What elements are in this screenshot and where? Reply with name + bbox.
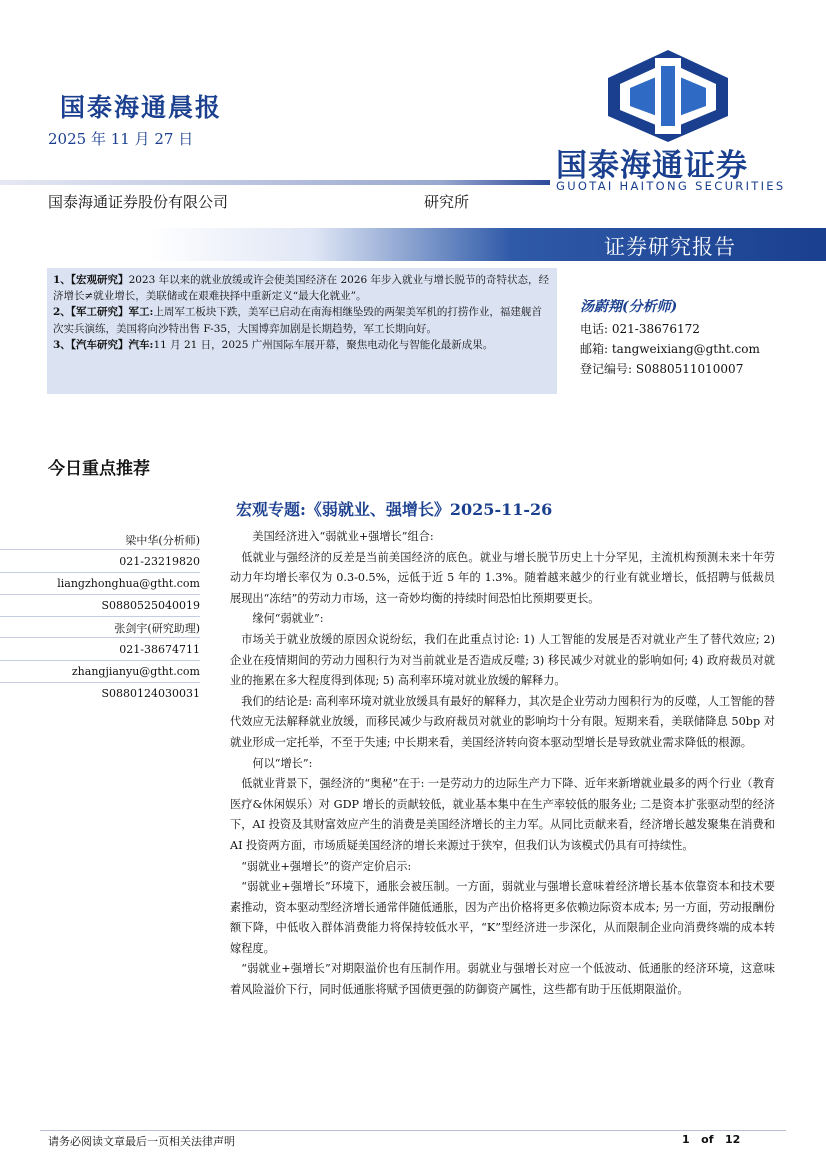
summary-tag: 2、【军工研究】军工:	[53, 306, 154, 319]
page-number: 1 of 12	[682, 1133, 741, 1146]
sidebar-rule	[0, 682, 200, 683]
sidebar-rule	[0, 572, 200, 573]
logo-text-cn: 国泰海通证券	[556, 148, 748, 184]
sidebar-rule	[0, 616, 200, 617]
summary-text: 11 月 21 日，2025 广州国际车展开幕，聚焦电动化与智能化最新成果。	[153, 338, 494, 351]
sidebar-author-reg: S0880525040019	[101, 599, 200, 612]
company-logo-icon	[598, 48, 738, 143]
footer-disclaimer: 请务必阅读文章最后一页相关法律声明	[48, 1135, 235, 1148]
sidebar-rule	[0, 594, 200, 595]
analyst-phone: 电话: 021-38676172	[580, 322, 700, 336]
sidebar-rule	[0, 660, 200, 661]
body-paragraph: 低就业背景下，强经济的“奥秘”在于: 一是劳动力的边际生产力下降、近年来新增就业最多的两个行业（教育医疗&休闲娱乐）对 GDP 增长的贡献较低，就业基本集中在生产率较低的服务业; 二是资本扩张驱动型的经济下，AI 投资及其财富效应产生的消费是美国经济增长的主力军。从同比贡献来看，经济增长越发聚集在消费和 AI 投资两方面，市场质疑美国经济的增长来源过于狭窄，但我们认为该模式仍具有可持续性。	[230, 777, 775, 852]
summary-item	[53, 304, 551, 336]
summary-box	[47, 268, 557, 394]
sidebar-author-name: 梁中华(分析师)	[125, 534, 200, 547]
department-name: 研究所	[424, 193, 470, 211]
report-type-label: 证券研究报告	[604, 235, 736, 259]
body-paragraph: 市场关于就业放缓的原因众说纷纭，我们在此重点讨论: 1) 人工智能的发展是否对就业产生了替代效应; 2) 企业在疫情期间的劳动力囤积行为对当前就业是否造成反噬; 3) 移民减少对就业的影响如何; 4) 政府裁员对就业的拖累在多大程度得到体现; 5) 高利率环境对就业放缓的解释力。	[230, 632, 775, 688]
sidebar-rule	[0, 549, 200, 550]
body-paragraph: 美国经济进入“弱就业+强增长”组合:	[252, 530, 434, 543]
body-paragraph: 何以“增长”:	[252, 756, 313, 770]
summary-tag: 3、【汽车研究】汽车:	[53, 338, 154, 351]
company-name: 国泰海通证券股份有限公司	[48, 193, 229, 211]
summary-item	[53, 337, 551, 353]
sidebar-assistant-phone: 021-38674711	[119, 643, 200, 656]
summary-text: 2023 年以来的就业放缓或许会使美国经济在 2026 年步入就业与增长脱节的奇特状态，经济增长≠就业增长，美联储或在艰难抉择中重新定义“最大化就业”。	[53, 274, 550, 303]
analyst-email[interactable]: 邮箱: tangweixiang@gtht.com	[580, 342, 760, 356]
body-paragraph: “弱就业+强增长”对期限溢价也有压制作用。弱就业与强增长对应一个低波动、低通胀的经济环境，这意味着风险溢价下行，同时低通胀将赋予国债更强的防御资产属性，这些都有助于压低期限溢价。	[230, 962, 775, 997]
body-paragraph: 我们的结论是: 高利率环境对就业放缓具有最好的解释力，其次是企业劳动力囤积行为的反噬，人工智能的替代效应无法解释就业放缓，而移民减少与政府裁员对就业的影响均十分有限。短期来看，美联储降息 50bp 对就业形成一定托举，不至于失速; 中长期来看，美国经济转向资本驱动型增长是导致就业需求降低的根源。	[230, 694, 775, 749]
sidebar-assistant-reg: S0880124030031	[101, 687, 200, 700]
footer-rule	[40, 1130, 786, 1131]
report-title: 国泰海通晨报	[60, 93, 223, 122]
analyst-registration: 登记编号: S0880511010007	[580, 362, 744, 376]
header-rule	[0, 180, 550, 185]
summary-item	[53, 272, 551, 304]
body-paragraph: “弱就业+强增长”的资产定价启示:	[241, 859, 412, 873]
sidebar-assistant-email[interactable]: zhangjianyu@gtht.com	[71, 665, 200, 678]
report-date: 2025 年 11 月 27 日	[48, 130, 194, 148]
sidebar-author-email[interactable]: liangzhonghua@gtht.com	[57, 577, 200, 590]
sidebar-assistant-name: 张剑宇(研究助理)	[114, 622, 200, 635]
analyst-name: 汤蔚翔(分析师)	[580, 299, 678, 315]
article-body	[230, 527, 775, 1001]
body-paragraph: “弱就业+强增长”环境下，通胀会被压制。一方面，弱就业与强增长意味着经济增长基本依靠资本和技术要素推动，资本驱动型经济增长通常伴随低通胀，因为产出价格将更多依赖边际资本成本; 另一方面，劳动报酬份额下降，中低收入群体消费能力将保持较低水平，“K”型经济进一步深化，从而限制企业向消费终端的成本转嫁程度。	[230, 880, 775, 955]
section-title: 今日重点推荐	[48, 459, 150, 479]
topic-title: 宏观专题:《弱就业、强增长》2025-11-26	[236, 500, 553, 519]
sidebar-author-phone: 021-23219820	[119, 555, 200, 568]
summary-tag: 1、【宏观研究】	[53, 274, 129, 286]
summary-text: 上周军工板块下跌，美军已启动在南海相继坠毁的两架美军机的打捞作业，福建舰首次实兵演练，美国将向沙特出售 F-35，大国博弈加剧是长期趋势，军工长期向好。	[53, 306, 542, 335]
body-paragraph: 低就业与强经济的反差是当前美国经济的底色。就业与增长脱节历史上十分罕见，主流机构预测未来十年劳动力年均增长率仅为 0.3-0.5%，远低于近 5 年的 1.3%。随着越来越少的行业有就业增长，低招聘与低裁员展现出“冻结”的劳动力市场，这一奇妙均衡的持续时间恐怕比预期要更长。	[230, 550, 775, 605]
logo-text-en: GUOTAI HAITONG SECURITIES	[556, 179, 786, 193]
body-paragraph: 缘何“弱就业”:	[252, 612, 324, 626]
sidebar-rule	[0, 637, 200, 638]
